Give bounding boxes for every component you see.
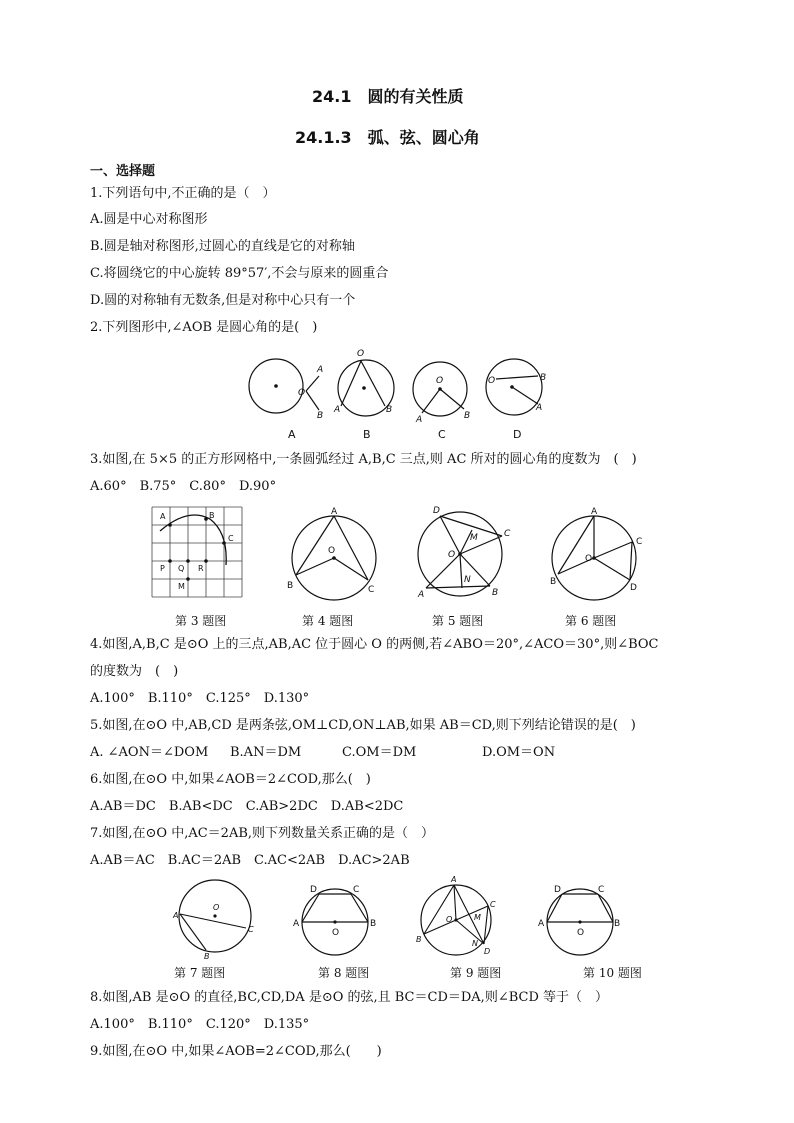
q5-option-d: D.OM＝ON bbox=[482, 745, 556, 760]
q2d-label-a: A bbox=[536, 403, 543, 413]
q7-label-b: B bbox=[204, 952, 210, 960]
q2c-label-b: B bbox=[464, 411, 471, 421]
q1-option-a: A.圆是中心对称图形 bbox=[90, 212, 208, 227]
q2c-label-a: A bbox=[416, 415, 423, 425]
q4-label-a: A bbox=[331, 507, 338, 517]
fig-q3-grid bbox=[148, 503, 248, 603]
q9-label-n: N bbox=[472, 939, 478, 948]
q1-stem: 1.下列语句中,不正确的是（ ） bbox=[90, 186, 276, 201]
q7-stem: 7.如图,在⊙O 中,AC＝2AB,则下列数量关系正确的是（ ） bbox=[90, 826, 435, 841]
page-subtitle: 24.1.3 弧、弦、圆心角 bbox=[295, 128, 480, 147]
fig-q5 bbox=[412, 500, 516, 604]
q6-label-b: B bbox=[550, 577, 557, 587]
q2-fig-label-d: D bbox=[513, 428, 522, 441]
q9-label-m: M bbox=[474, 913, 481, 922]
q7-options: A.AB＝AC B.AC＝2AB C.AC<2AB D.AC>2AB bbox=[90, 853, 410, 868]
q2b-label-a: A bbox=[334, 405, 341, 415]
q2-fig-label-c: C bbox=[438, 428, 446, 441]
q5-label-n: N bbox=[464, 575, 471, 585]
q2-fig-label-b: B bbox=[363, 428, 371, 441]
q8-stem: 8.如图,AB 是⊙O 的直径,BC,CD,DA 是⊙O 的弦,且 BC＝CD＝DA,则∠BCD 等于（ ） bbox=[90, 990, 609, 1005]
q2a-label-a: A bbox=[317, 365, 324, 375]
q4-stem-line2: 的度数为 ( ) bbox=[90, 664, 179, 679]
q10-label-c: C bbox=[598, 885, 605, 895]
q2-fig-label-a: A bbox=[288, 428, 296, 441]
fig-q7 bbox=[170, 876, 260, 960]
q9-label-c: C bbox=[490, 900, 496, 909]
q3-label-p: P bbox=[160, 564, 165, 573]
q10-label-b: B bbox=[614, 919, 621, 929]
caption-q5: 第 5 题图 bbox=[432, 614, 484, 628]
q8-label-a: A bbox=[293, 919, 300, 929]
q1-option-b: B.圆是轴对称图形,过圆心的直线是它的对称轴 bbox=[90, 239, 355, 254]
q5-stem: 5.如图,在⊙O 中,AB,CD 是两条弦,OM⊥CD,ON⊥AB,如果 AB＝CD,则下列结论错误的是( ) bbox=[90, 718, 636, 733]
q7-label-c: C bbox=[248, 925, 254, 934]
fig-q8 bbox=[290, 880, 380, 964]
q3-label-q: Q bbox=[178, 564, 185, 573]
q2a-label-o: O bbox=[298, 388, 306, 398]
q10-label-d: D bbox=[554, 885, 561, 895]
q9-label-d: D bbox=[484, 947, 491, 956]
q2d-label-o: O bbox=[488, 376, 496, 386]
q6-label-c: C bbox=[636, 537, 643, 547]
q8-options: A.100° B.110° C.120° D.135° bbox=[90, 1017, 310, 1032]
q5-label-d: D bbox=[433, 506, 440, 516]
q8-label-d: D bbox=[310, 885, 317, 895]
q3-label-m: M bbox=[178, 582, 185, 591]
q5-label-b: B bbox=[492, 588, 499, 598]
caption-q9: 第 9 题图 bbox=[450, 966, 502, 980]
q10-label-a: A bbox=[538, 919, 545, 929]
q5-label-m: M bbox=[470, 533, 478, 543]
q2c-label-o: O bbox=[436, 376, 444, 386]
q7-label-o: O bbox=[213, 903, 220, 912]
q9-label-a: A bbox=[451, 875, 457, 884]
q9-label-o: O bbox=[446, 915, 453, 924]
caption-q6: 第 6 题图 bbox=[565, 614, 617, 628]
section-heading: 一、选择题 bbox=[90, 164, 156, 179]
q2-figures bbox=[240, 346, 560, 442]
q4-label-c: C bbox=[368, 585, 375, 595]
caption-q8: 第 8 题图 bbox=[318, 966, 370, 980]
caption-q10: 第 10 题图 bbox=[583, 966, 642, 980]
fig-q9 bbox=[414, 874, 504, 962]
q2d-label-b: B bbox=[540, 373, 547, 383]
q8-label-b: B bbox=[370, 919, 377, 929]
q2b-label-o: O bbox=[357, 349, 365, 359]
q5-label-o: O bbox=[448, 550, 456, 560]
q5-option-a: A. ∠AON＝∠DOM bbox=[90, 745, 209, 760]
q8-label-o: O bbox=[332, 928, 340, 938]
q2b-label-b: B bbox=[386, 405, 393, 415]
q3-options: A.60° B.75° C.80° D.90° bbox=[90, 479, 277, 494]
q6-label-a: A bbox=[591, 507, 598, 517]
q6-label-o: O bbox=[585, 554, 593, 564]
q3-stem: 3.如图,在 5×5 的正方形网格中,一条圆弧经过 A,B,C 三点,则 AC 所对的圆心角的度数为 ( ) bbox=[90, 452, 637, 467]
q5-label-a: A bbox=[418, 590, 425, 600]
caption-q4: 第 4 题图 bbox=[302, 614, 354, 628]
q4-label-o: O bbox=[328, 546, 336, 556]
q6-stem: 6.如图,在⊙O 中,如果∠AOB＝2∠COD,那么( ) bbox=[90, 772, 371, 787]
q4-options: A.100° B.110° C.125° D.130° bbox=[90, 691, 310, 706]
q1-option-c: C.将圆绕它的中心旋转 89°57′,不会与原来的圆重合 bbox=[90, 266, 389, 281]
caption-q7: 第 7 题图 bbox=[174, 966, 226, 980]
q9-stem: 9.如图,在⊙O 中,如果∠AOB=2∠COD,那么( ) bbox=[90, 1044, 382, 1059]
q3-label-a: A bbox=[160, 512, 166, 521]
q4-stem-line1: 4.如图,A,B,C 是⊙O 上的三点,AB,AC 位于圆心 O 的两侧,若∠ABO＝20°,∠ACO＝30°,则∠BOC bbox=[90, 637, 659, 652]
caption-q3: 第 3 题图 bbox=[175, 614, 227, 628]
q3-label-b: B bbox=[209, 511, 215, 520]
q2-stem: 2.下列图形中,∠AOB 是圆心角的是( ) bbox=[90, 320, 318, 335]
fig-q10 bbox=[534, 880, 634, 964]
q6-label-d: D bbox=[630, 583, 637, 593]
q6-options: A.AB＝DC B.AB<DC C.AB>2DC D.AB<2DC bbox=[90, 799, 404, 814]
fig-q4 bbox=[284, 502, 384, 602]
q7-label-a: A bbox=[173, 911, 179, 920]
q3-label-c: C bbox=[228, 534, 234, 543]
q10-label-o: O bbox=[577, 928, 585, 938]
q5-option-b: B.AN＝DM bbox=[230, 745, 302, 760]
q1-option-d: D.圆的对称轴有无数条,但是对称中心只有一个 bbox=[90, 293, 356, 308]
q4-label-b: B bbox=[287, 581, 294, 591]
q5-option-c: C.OM＝DM bbox=[342, 745, 417, 760]
q5-label-c: C bbox=[504, 529, 511, 539]
q3-label-r: R bbox=[198, 564, 204, 573]
q8-label-c: C bbox=[353, 885, 360, 895]
q2a-label-b: B bbox=[317, 411, 324, 421]
page-title: 24.1 圆的有关性质 bbox=[312, 87, 464, 106]
fig-q6 bbox=[548, 502, 648, 602]
q9-label-b: B bbox=[416, 935, 422, 944]
